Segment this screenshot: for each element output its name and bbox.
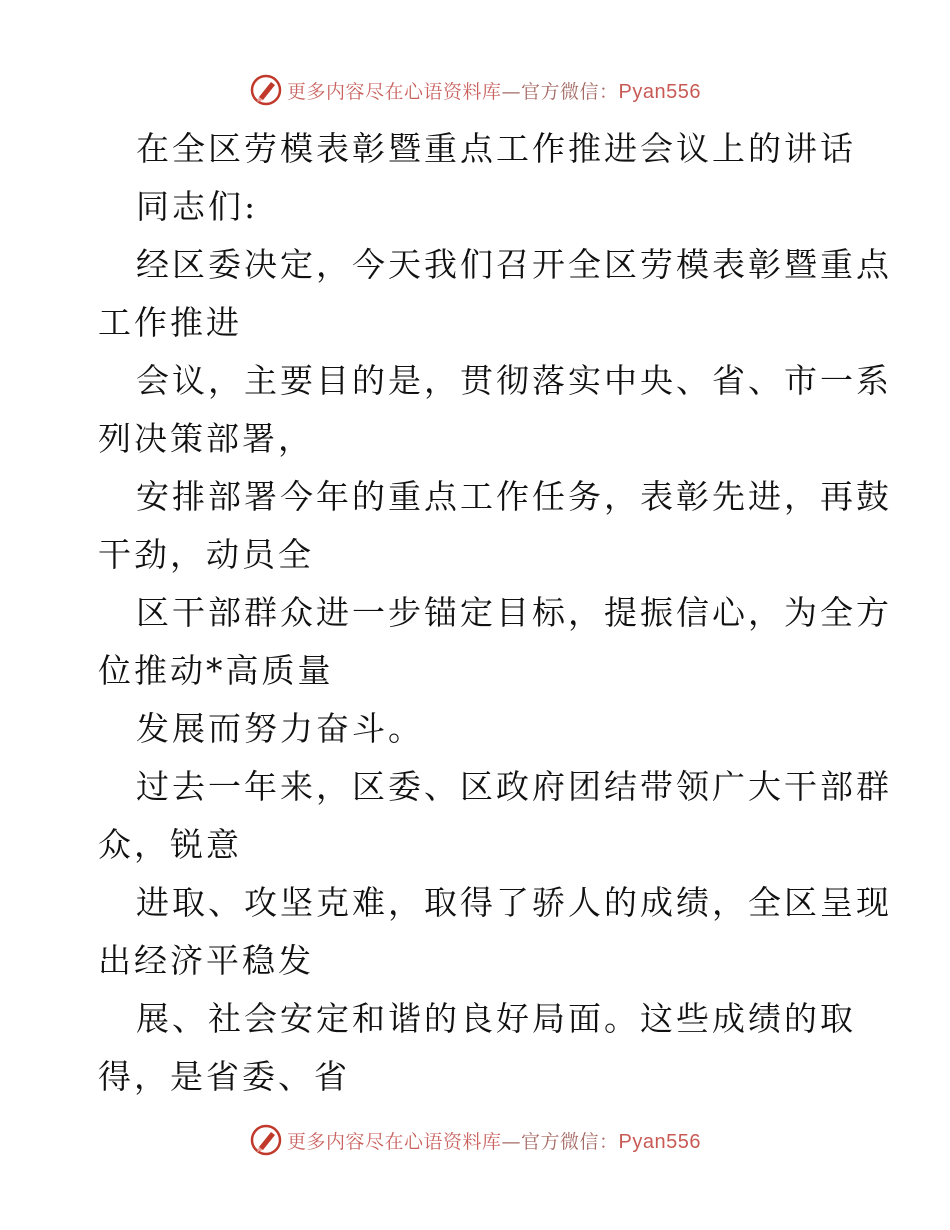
watermark-brand: 更多内容尽在心语资料库 <box>287 80 502 103</box>
text-line: 得，是省委、省 <box>98 1057 350 1096</box>
watermark-id: Pyan556 <box>618 1130 701 1153</box>
watermark-footer <box>0 1120 950 1160</box>
watermark-dash: — <box>501 80 522 103</box>
text-line: 干劲，动员全 <box>98 535 314 574</box>
document-body <box>98 120 892 1106</box>
text-line: 位推动*高质量 <box>98 651 334 690</box>
text-line: 工作推进 <box>98 303 242 342</box>
text-line: 会议，主要目的是，贯彻落实中央、省、市一系 <box>136 361 892 400</box>
watermark-text <box>287 77 701 104</box>
text-line: 经区委决定，今天我们召开全区劳模表彰暨重点 <box>136 245 892 284</box>
text-line: 过去一年来，区委、区政府团结带领广大干部群 <box>136 767 892 806</box>
text-line: 安排部署今年的重点工作任务，表彰先进，再鼓 <box>136 477 892 516</box>
watermark-dash: — <box>501 1130 522 1153</box>
watermark-id: Pyan556 <box>618 80 701 103</box>
text-line: 展、社会安定和谐的良好局面。这些成绩的取 <box>136 999 856 1038</box>
watermark-label: 官方微信： <box>521 80 619 103</box>
watermark-brand: 更多内容尽在心语资料库 <box>287 1130 502 1153</box>
text-line: 列决策部署， <box>98 419 314 458</box>
text-line: 众，锐意 <box>98 825 242 864</box>
pen-logo-icon <box>249 73 283 107</box>
text-line: 出经济平稳发 <box>98 941 314 980</box>
watermark-text <box>287 1127 701 1154</box>
text-line: 发展而努力奋斗。 <box>136 709 424 748</box>
text-line: 进取、攻坚克难，取得了骄人的成绩，全区呈现 <box>136 883 892 922</box>
salutation: 同志们: <box>136 187 259 226</box>
document-title: 在全区劳模表彰暨重点工作推进会议上的讲话 <box>136 129 856 168</box>
watermark-label: 官方微信： <box>521 1130 619 1153</box>
text-line: 区干部群众进一步锚定目标，提振信心，为全方 <box>136 593 892 632</box>
watermark-header <box>0 70 950 110</box>
pen-logo-icon <box>249 1123 283 1157</box>
